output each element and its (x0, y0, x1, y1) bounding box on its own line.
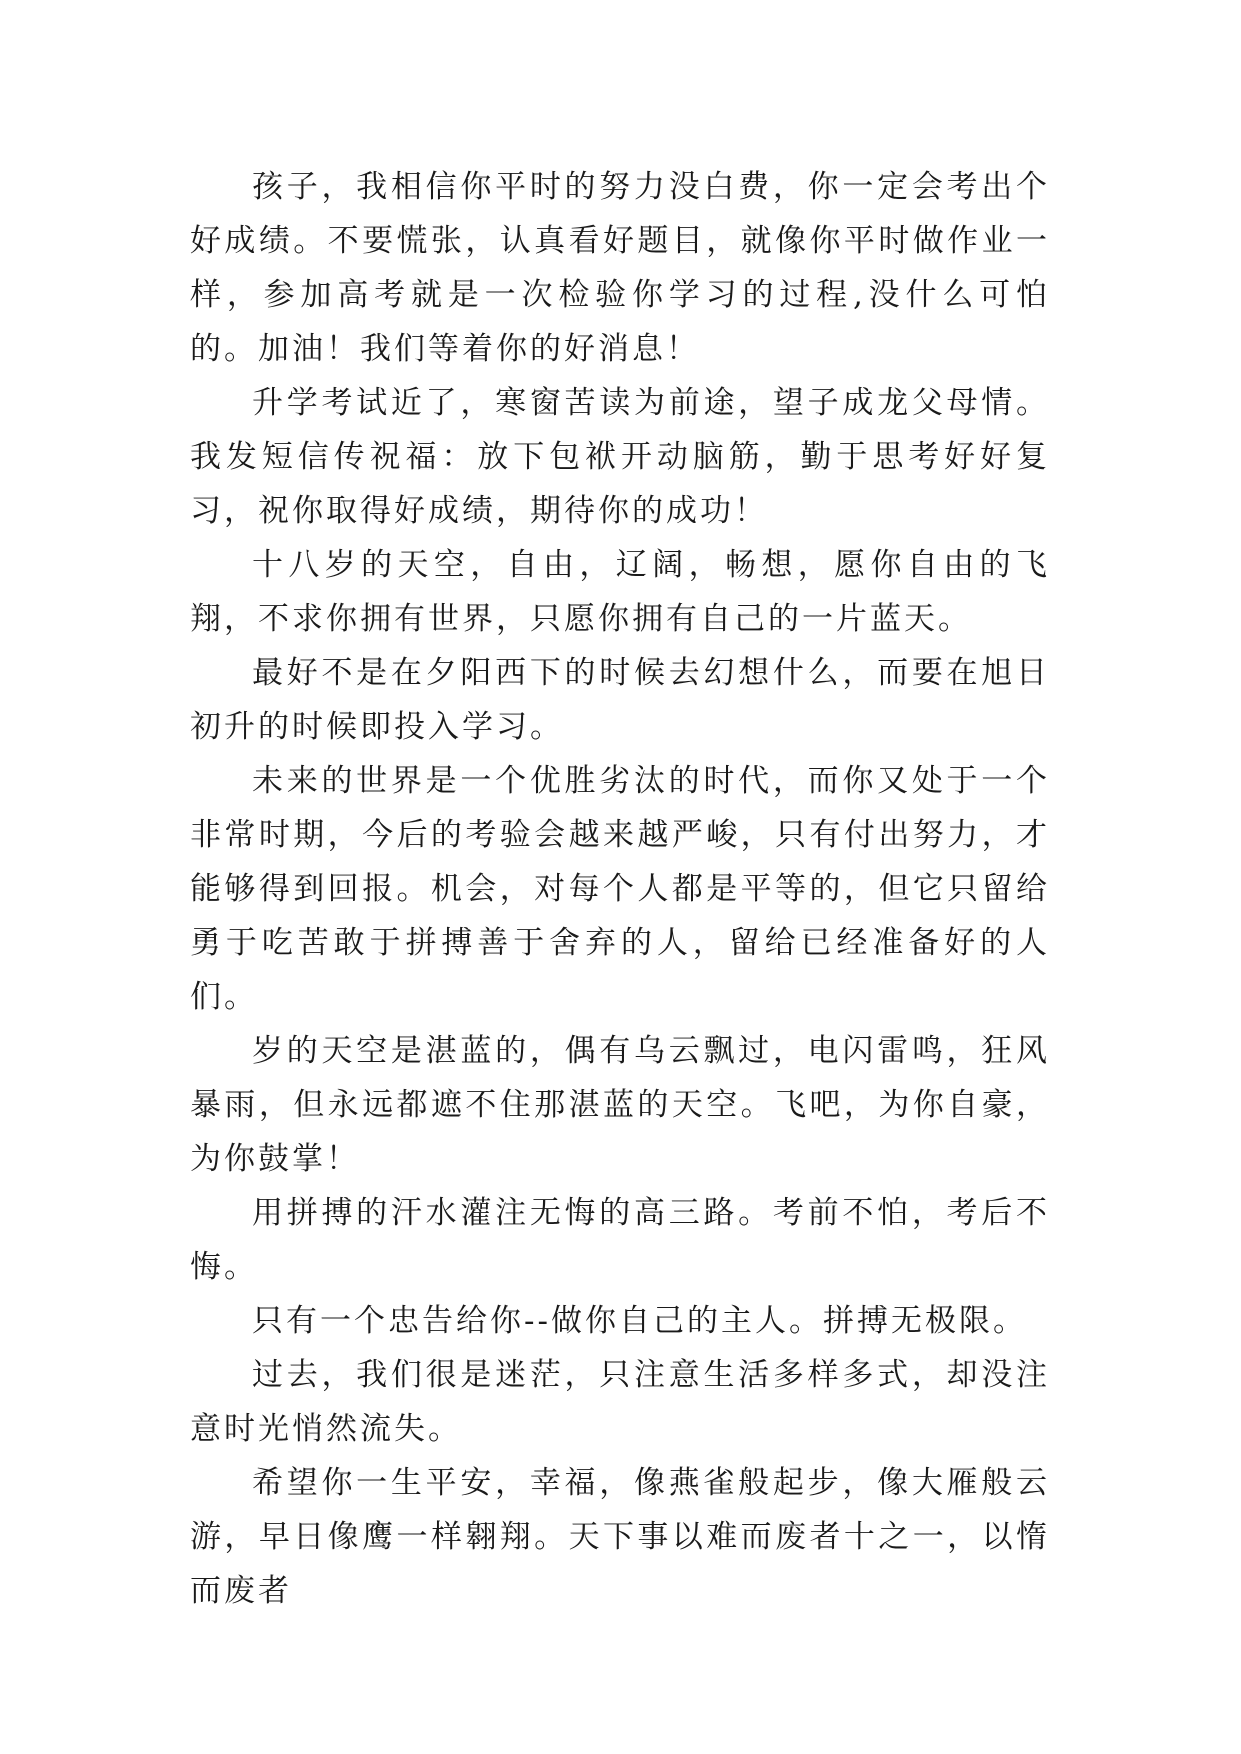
paragraph-5: 未来的世界是一个优胜劣汰的时代，而你又处于一个非常时期，今后的考验会越来越严峻，只有付出努力，才能够得到回报。机会，对每个人都是平等的，但它只留给勇于吃苦敢于拼搏善于舍弃的人，留给已经准备好的人们。 (190, 763, 1050, 1015)
paragraph-3: 十八岁的天空，自由，辽阔，畅想，愿你自由的飞翔，不求你拥有世界，只愿你拥有自己的一片蓝天。 (190, 547, 1050, 637)
paragraph-6: 岁的天空是湛蓝的，偶有乌云飘过，电闪雷鸣，狂风暴雨，但永远都遮不住那湛蓝的天空。飞吧，为你自豪，为你鼓掌！ (190, 1033, 1050, 1177)
paragraph-9: 过去，我们很是迷茫，只注意生活多样多式，却没注意时光悄然流失。 (190, 1357, 1050, 1447)
paragraph-10: 希望你一生平安，幸福，像燕雀般起步，像大雁般云游，早日像鹰一样翱翔。天下事以难而废者十之一，以惰而废者 (190, 1465, 1050, 1609)
paragraph-1: 孩子，我相信你平时的努力没白费，你一定会考出个好成绩。不要慌张，认真看好题目，就像你平时做作业一样，参加高考就是一次检验你学习的过程,没什么可怕的。加油！我们等着你的好消息！ (190, 169, 1050, 367)
paragraph-7: 用拼搏的汗水灌注无悔的高三路。考前不怕，考后不悔。 (190, 1195, 1050, 1285)
paragraph-2: 升学考试近了，寒窗苦读为前途，望子成龙父母情。我发短信传祝福：放下包袱开动脑筋，勤于思考好好复习，祝你取得好成绩，期待你的成功！ (190, 385, 1050, 529)
paragraph-8: 只有一个忠告给你--做你自己的主人。拼搏无极限。 (252, 1303, 1027, 1339)
document-body (190, 160, 1050, 1618)
paragraph-4: 最好不是在夕阳西下的时候去幻想什么，而要在旭日初升的时候即投入学习。 (190, 655, 1050, 745)
